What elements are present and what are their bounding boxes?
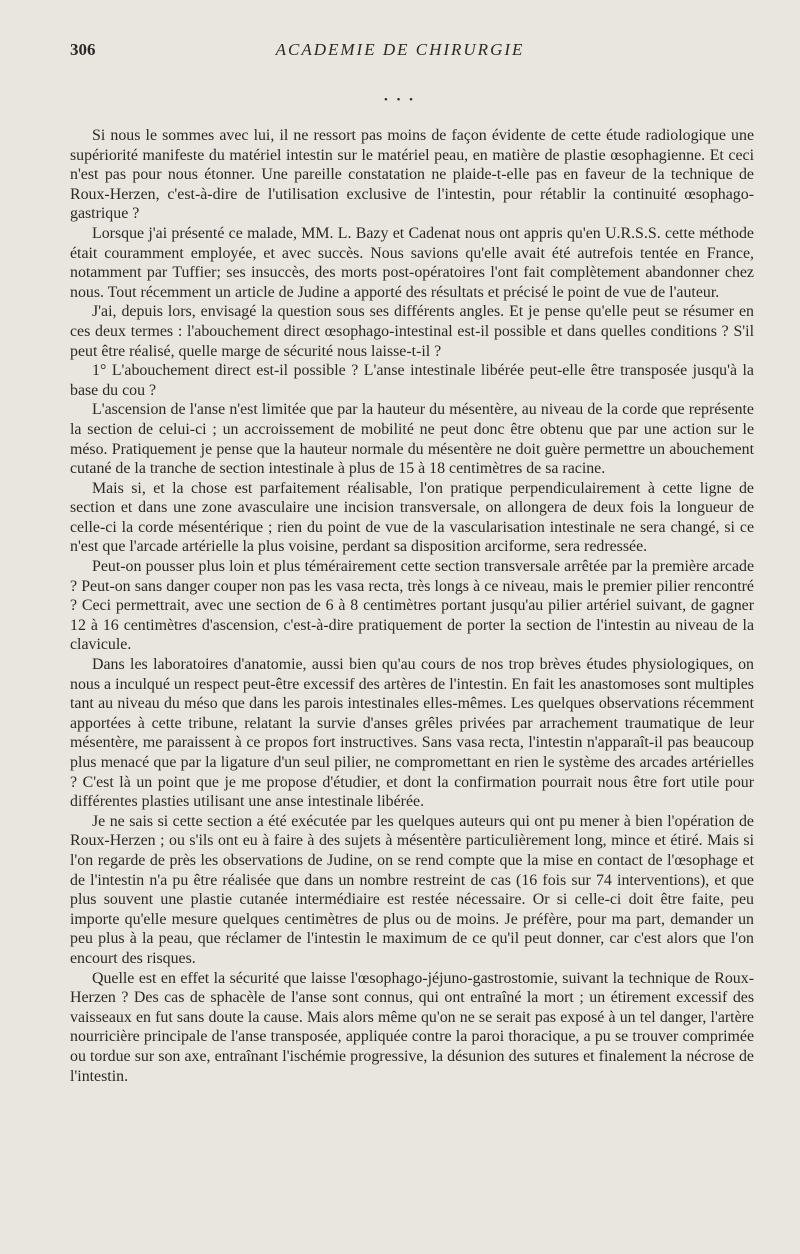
paragraph: J'ai, depuis lors, envisagé la question sous ses différents angles. Et je pense qu'elle peut se résumer en ces deux termes : l'abouchement direct œsophago-intestinal est-il possible et dans quelles conditions ? S'il peut être réalisé, quelle marge de sécurité nous laisse-t-il ? xyxy=(70,303,754,360)
paragraph: Si nous le sommes avec lui, il ne ressort pas moins de façon évidente de cette étude radiologique une supériorité manifeste du matériel intestin sur le matériel peau, en matière de plastie œsophagienne. Et ceci n'est pas pour nous étonner. Une pareille constatation ne plaide-t-elle pas en faveur de la technique de Roux-Herzen, c'est-à-dire de l'utilisation exclusive de l'intestin, pour rétablir la continuité œsophago-gastrique ? xyxy=(70,127,754,223)
paragraph: 1° L'abouchement direct est-il possible ? L'anse intestinale libérée peut-elle être transposée jusqu'à la base du cou ? xyxy=(70,362,754,399)
page-header xyxy=(70,40,730,62)
paragraph: Dans les laboratoires d'anatomie, aussi bien qu'au cours de nos trop brèves études physiologiques, on nous a inculqué un respect peut-être excessif des artères de l'intestin. En fait les anastomoses sont multiples tant au niveau du méso que dans les parois intestinales elles-mêmes. Les quelques observations récemment apportées à cette tribune, relatant la survie d'anses grêles privées par arrachement traumatique de leur mésentère, me paraissent à ce propos fort instructives. Sans vasa recta, l'intestin n'apparaît-il pas beaucoup plus menacé que par la ligature d'un seul pilier, ne compromettant en rien le système des arcades artérielles ? C'est là un point que je me propose d'étudier, et dont la confirmation pourrait nous être fort utile pour différentes plasties utilisant une anse intestinale libérée. xyxy=(70,656,754,811)
body-text xyxy=(70,126,754,1086)
paragraph: Je ne sais si cette section a été exécutée par les quelques auteurs qui ont pu mener à bien l'opération de Roux-Herzen ; ou s'ils ont eu à faire à des sujets à mésentère particulièrement long, mince et étiré. Mais si l'on regarde de près les observations de Judine, on se rend compte que la mise en contact de l'œsophage et de l'intestin n'a pu être réalisée que dans un nombre restreint de cas (16 fois sur 74 interventions), et que plus souvent une plastie cutanée intermédiaire est restée nécessaire. Or si celle-ci doit être faite, peu importe qu'elle mesure quelques centimètres de plus ou de moins. Je préfère, pour ma part, demander un peu plus à la peau, que réclamer de l'intestin le maximum de ce qu'il peut donner, car c'est alors que l'on encourt des risques. xyxy=(70,812,754,967)
paragraph: Peut-on pousser plus loin et plus témérairement cette section transversale arrêtée par la première arcade ? Peut-on sans danger couper non pas les vasa recta, très longs à ce niveau, mais le premier pilier rencontré ? Ceci permettrait, avec une section de 6 à 8 centimètres portant jusqu'au pilier artériel suivant, de gagner 12 à 16 centimètres d'ascension, c'est-à-dire pratiquement de porter la section de l'intestin au niveau de la clavicule. xyxy=(70,558,754,654)
running-title: ACADEMIE DE CHIRURGIE xyxy=(275,40,525,59)
paragraph: Quelle est en effet la sécurité que laisse l'œsophago-jéjuno-gastrostomie, suivant la technique de Roux-Herzen ? Des cas de sphacèle de l'anse sont connus, qui ont entraîné la mort ; un étirement excessif des vaisseaux en fut sans doute la cause. Mais alors même qu'on ne se serait pas exposé à un tel danger, l'artère nourricière principale de l'anse transposée, appliquée contre la paroi thoracique, a pu se trouver comprimée ou tordue sur son axe, entraînant l'ischémie progressive, la désunion des sutures et finalement la nécrose de l'intestin. xyxy=(70,969,754,1085)
paragraph: Lorsque j'ai présenté ce malade, MM. L. Bazy et Cadenat nous ont appris qu'en U.R.S.S. cette méthode était couramment employée, et avec succès. Nous savions qu'elle avait été autrefois tentée en France, notamment par Tuffier; ses insuccès, des morts post-opératoires l'ont fait complètement abandonner chez nous. Tout récemment un article de Judine a apporté des résultats et précisé le point de vue de l'auteur. xyxy=(70,224,754,301)
section-ornament: • • • xyxy=(383,94,417,106)
paragraph: Mais si, et la chose est parfaitement réalisable, l'on pratique perpendiculairement à cette ligne de section et dans une zone avasculaire une incision transversale, on allongera de deux fois la longueur de celle-ci la corde mésentérique ; rien du point de vue de la vascularisation intestinale ne sera changé, si ce n'est que l'arcade artérielle la plus voisine, perdant sa disposition arciforme, sera redressée. xyxy=(70,479,754,556)
page-number: 306 xyxy=(70,40,96,59)
paragraph: L'ascension de l'anse n'est limitée que par la hauteur du mésentère, au niveau de la corde que représente la section de celui-ci ; un accroissement de mobilité ne peut donc être obtenu que par une action sur le méso. Pratiquement je pense que la hauteur normale du mésentère ne doit guère permettre un abouchement cutané de la tranche de section intestinale à plus de 15 à 18 centimètres de sa racine. xyxy=(70,401,754,478)
